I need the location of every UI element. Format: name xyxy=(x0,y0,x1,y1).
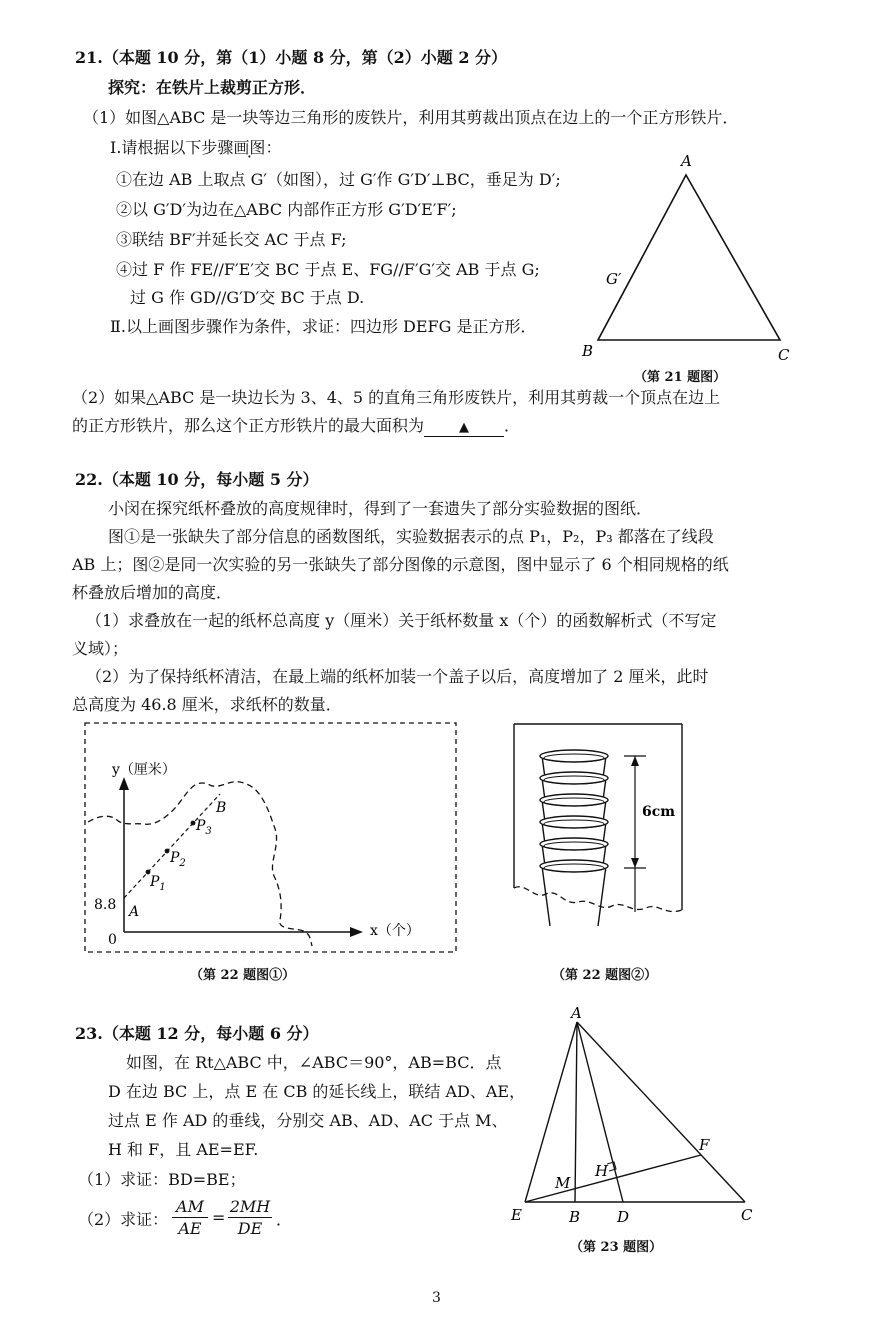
q22-fig2-dim-arrow-top xyxy=(631,756,639,766)
q22-figure2 xyxy=(512,722,688,922)
q22-fig1-y-label: y（厘米） xyxy=(112,762,176,778)
q23-equals: = xyxy=(212,1208,226,1227)
q22-para1: 小闵在探究纸杯叠放的高度规律时，得到了一套遗失了部分实验数据的图纸． xyxy=(108,499,653,518)
q23-label-E: E xyxy=(511,1206,522,1224)
q23-header: 23.（本题 12 分，每小题 6 分） xyxy=(75,1024,319,1043)
q22-fig1-y-tick: 8.8 xyxy=(94,897,117,913)
q21-step-intro-b: 画图 xyxy=(233,138,266,157)
q23-frac-right-num: 2MH xyxy=(229,1197,271,1216)
q22-fig1-x-label: x（个） xyxy=(370,923,420,939)
q21-step-intro xyxy=(110,138,281,158)
q21-part2-line2: 的正方形铁片，那么这个正方形铁片的最大面积为 xyxy=(72,416,425,435)
q22-fig1-label-P2: $P_2$ xyxy=(170,850,186,869)
q22-fig1-point-P3 xyxy=(191,821,196,826)
q21-part2-end: ． xyxy=(504,416,521,435)
q23-line-2: D 在边 BC 上，点 E 在 CB 的延长线上，联结 AD、AE， xyxy=(108,1082,526,1101)
q23-label-M: M xyxy=(555,1174,571,1192)
q23-label-A: A xyxy=(571,1004,582,1022)
q21-label-A: A xyxy=(681,152,692,170)
q22-part2-line1: （2）为了保持纸杯清洁，在最上端的纸杯加装一个盖子以后，高度增加了 2 厘米，此时 xyxy=(86,667,709,686)
q22-fig2-torn-edge xyxy=(514,887,682,912)
q23-line-AB xyxy=(575,1022,577,1202)
q22-part2-line2: 总高度为 46.8 厘米，求纸杯的数量． xyxy=(72,695,342,714)
q22-para2-line1: 图①是一张缺失了部分信息的函数图纸，实验数据表示的点 P₁，P₂，P₃ 都落在了线段 xyxy=(108,527,714,546)
q22-part1-line1: （1）求叠放在一起的纸杯总高度 y（厘米）关于纸杯数量 x（个）的函数解析式（不写定 xyxy=(86,611,717,630)
q23-label-C: C xyxy=(741,1206,753,1224)
page-number: 3 xyxy=(432,1290,441,1306)
q21-step-1: ①在边 AB 上取点 G′（如图），过 G′作 G′D′⊥BC，垂足为 D′; xyxy=(116,170,561,189)
q21-prove: Ⅱ.以上画图步骤作为条件，求证：四边形 DEFG 是正方形． xyxy=(110,317,537,336)
q23-line-4: H 和 F，且 AE=EF. xyxy=(108,1140,259,1159)
q23-label-F: F xyxy=(699,1136,710,1154)
q22-fig1-y-arrow xyxy=(119,777,129,790)
q22-fig1-label-P1: $P_1$ xyxy=(150,874,166,893)
q21-step-5: 过 G 作 GD//G′D′交 BC 于点 D. xyxy=(130,288,365,307)
q21-step-4: ④过 F 作 FE//F′E′交 BC 于点 E、FG//F′G′交 AB 于点 G; xyxy=(116,260,540,279)
q21-answer-mark: ▲ xyxy=(459,420,470,435)
q21-label-C: C xyxy=(778,346,790,364)
q21-answer-blank xyxy=(424,418,504,437)
q23-frac-right-den: DE xyxy=(237,1219,263,1238)
q21-step-intro-a: Ⅰ.请根据以下步骤 xyxy=(110,138,234,157)
q21-part1: （1）如图△ABC 是一块等边三角形的废铁片，利用其剪裁出顶点在边上的一个正方形铁片． xyxy=(83,108,739,127)
q22-fig2-dim-arrow-bottom xyxy=(631,858,639,868)
q21-topic: 探究：在铁片上裁剪正方形． xyxy=(108,78,317,97)
q22-figure2-caption: （第 22 题图②） xyxy=(552,968,658,983)
q22-para2-line3: 杯叠放后增加的高度． xyxy=(72,583,233,602)
q22-fig1-frame xyxy=(85,723,456,952)
q22-fig1-x-arrow xyxy=(350,927,363,937)
q23-line-3: 过点 E 作 AD 的垂线，分别交 AB、AD、AC 于点 M、 xyxy=(108,1111,508,1130)
q23-label-H: H xyxy=(595,1162,609,1180)
q23-figure-caption: （第 23 题图） xyxy=(570,1240,663,1255)
q21-triangle xyxy=(598,175,780,340)
q22-fig1-origin: 0 xyxy=(108,932,117,948)
q23-figure xyxy=(505,1004,775,1232)
q23-frac-left-num: AM xyxy=(172,1197,208,1218)
q22-fig2-cup xyxy=(540,860,608,926)
q23-line-1: 如图，在 Rt△ABC 中，∠ABC＝90°，AB=BC．点 xyxy=(126,1053,502,1072)
q21-figure-caption: （第 21 题图） xyxy=(634,370,727,385)
q21-label-B: B xyxy=(582,342,594,360)
q21-figure xyxy=(580,150,800,385)
q23-frac-left-den: AE xyxy=(178,1219,202,1238)
q21-step-intro-c: ： xyxy=(265,138,282,157)
q22-fig2-dimension: 6cm xyxy=(642,804,676,820)
q22-figure1 xyxy=(84,722,459,954)
q22-fig2-cups xyxy=(540,750,608,926)
q22-fig1-label-P3: $P_3$ xyxy=(196,818,212,837)
q23-frac-right xyxy=(228,1197,272,1240)
q21-part2-line1: （2）如果△ABC 是一块边长为 3、4、5 的直角三角形废铁片，利用其剪裁一个顶点在边上 xyxy=(72,388,721,407)
q22-fig1-label-A: A xyxy=(129,904,140,920)
q22-fig1-point-P2 xyxy=(165,849,170,854)
q22-header: 22.（本题 10 分，每小题 5 分） xyxy=(75,470,319,489)
q22-fig1-label-B: B xyxy=(216,800,227,816)
q23-label-D: D xyxy=(617,1208,630,1226)
q23-part2-prefix: （2）求证： xyxy=(78,1210,169,1229)
q21-step-2: ②以 G′D′为边在△ABC 内部作正方形 G′D′E′F′; xyxy=(116,200,457,219)
q22-part1-line2: 义域）； xyxy=(72,639,129,658)
q23-label-B: B xyxy=(569,1208,581,1226)
q21-label-G: G′ xyxy=(606,270,622,288)
q22-fig1-segment-AB xyxy=(124,794,220,898)
q23-part1: （1）求证：BD=BE； xyxy=(78,1170,246,1189)
q21-part2-line2-row xyxy=(72,416,520,437)
q22-para2-line2: AB 上；图②是同一次实验的另一张缺失了部分图像的示意图，图中显示了 6 个相同规格的纸 xyxy=(72,555,729,574)
q21-step-3: ③联结 BF′并延长交 AC 于点 F; xyxy=(116,230,347,249)
q23-frac-left xyxy=(172,1197,208,1240)
q22-figure1-caption: （第 22 题图①） xyxy=(190,968,296,983)
q23-part2-end: ． xyxy=(276,1210,293,1229)
q22-fig1-torn-edge xyxy=(88,782,312,946)
q21-header: 21.（本题 10 分，第（1）小题 8 分，第（2）小题 2 分） xyxy=(75,48,508,67)
